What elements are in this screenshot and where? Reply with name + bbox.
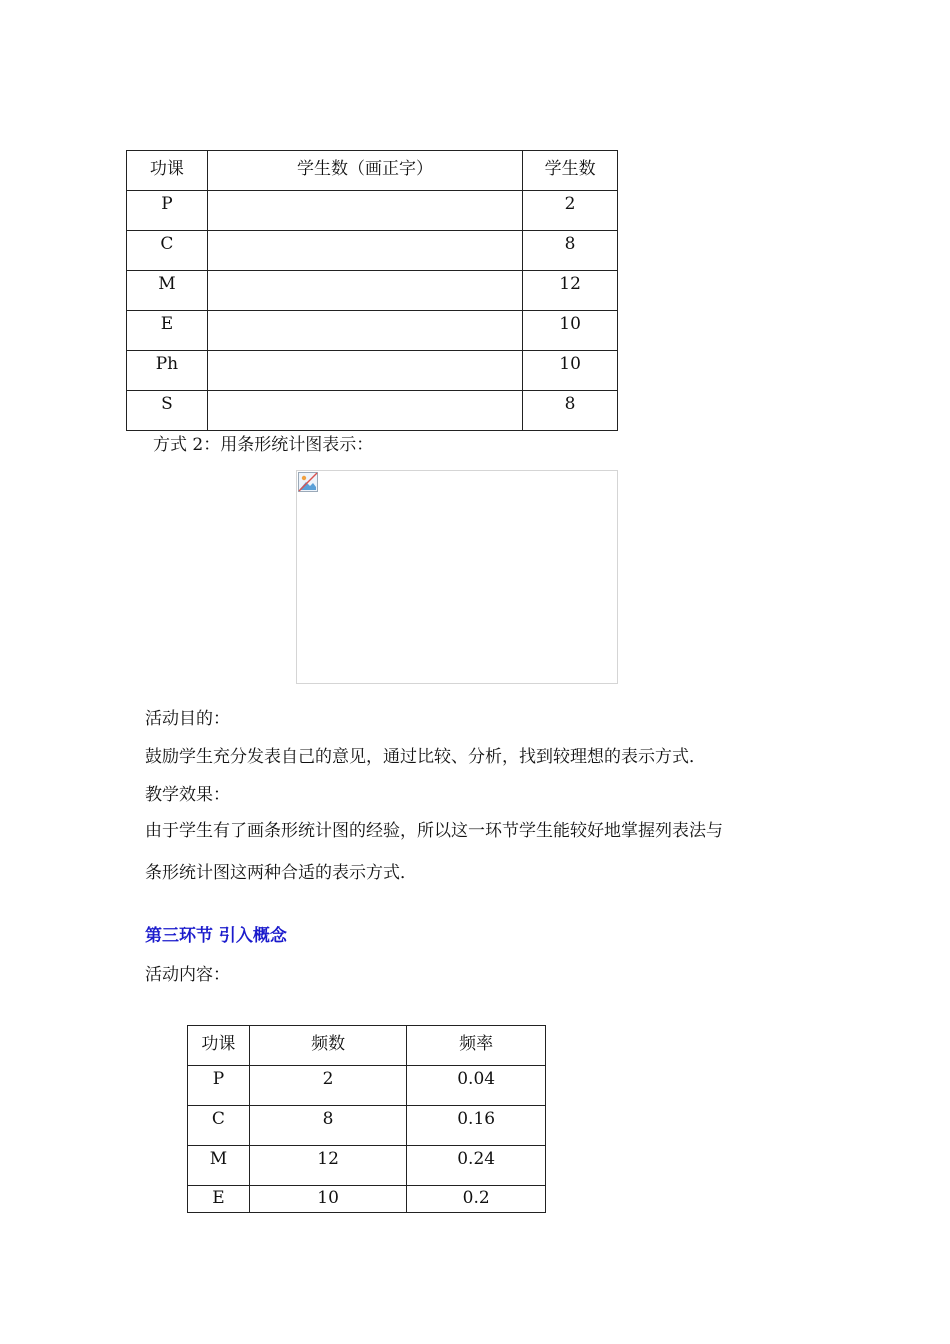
cell-subject: S [127,391,208,431]
cell-tally [207,351,522,391]
cell-frequency-rate: 0.2 [407,1186,546,1213]
cell-subject: C [188,1106,250,1146]
cell-subject: E [188,1186,250,1213]
teaching-effect-line-2: 条形统计图这两种合适的表示方式． [145,863,417,883]
cell-subject: M [127,271,208,311]
cell-tally [207,231,522,271]
cell-frequency-count: 2 [249,1066,407,1106]
header-frequency-count: 频数 [249,1026,407,1066]
cell-count: 10 [523,311,618,351]
table-row [127,351,618,391]
method2-caption: 方式 2：用条形统计图表示： [153,435,374,455]
cell-subject: M [188,1146,250,1186]
cell-subject: C [127,231,208,271]
cell-count: 2 [523,191,618,231]
cell-tally [207,271,522,311]
table-row [127,271,618,311]
activity-content-label: 活动内容： [145,965,230,985]
table-row [188,1146,546,1186]
header-count: 学生数 [523,151,618,191]
table-header-row [127,151,618,191]
cell-subject: P [127,191,208,231]
frequency-table [187,1025,546,1213]
cell-frequency-count: 12 [249,1146,407,1186]
cell-tally [207,191,522,231]
teaching-effect-line-1: 由于学生有了画条形统计图的经验，所以这一环节学生能较好地掌握列表法与 [145,821,723,841]
cell-subject: Ph [127,351,208,391]
cell-count: 8 [523,231,618,271]
header-subject: 功课 [188,1026,250,1066]
cell-frequency-rate: 0.16 [407,1106,546,1146]
cell-count: 10 [523,351,618,391]
cell-frequency-count: 10 [249,1186,407,1213]
cell-tally [207,311,522,351]
student-count-table [126,150,618,431]
cell-subject: P [188,1066,250,1106]
cell-subject: E [127,311,208,351]
table-row [127,191,618,231]
cell-tally [207,391,522,431]
header-subject: 功课 [127,151,208,191]
table-row [188,1186,546,1213]
header-frequency-rate: 频率 [407,1026,546,1066]
cell-count: 8 [523,391,618,431]
cell-frequency-rate: 0.04 [407,1066,546,1106]
table-row [127,231,618,271]
section-heading: 第三环节 引入概念 [145,926,287,946]
bar-chart-image-placeholder [296,470,618,684]
teaching-effect-label: 教学效果： [145,785,230,805]
activity-goal-text: 鼓励学生充分发表自己的意见，通过比较、分析，找到较理想的表示方式． [145,747,706,767]
table-row [188,1106,546,1146]
table-row [127,311,618,351]
activity-goal-label: 活动目的： [145,709,230,729]
header-tally: 学生数（画正字） [207,151,522,191]
cell-frequency-rate: 0.24 [407,1146,546,1186]
cell-frequency-count: 8 [249,1106,407,1146]
table-header-row [188,1026,546,1066]
cell-count: 12 [523,271,618,311]
broken-image-icon [298,472,318,492]
table-row [188,1066,546,1106]
table-row [127,391,618,431]
